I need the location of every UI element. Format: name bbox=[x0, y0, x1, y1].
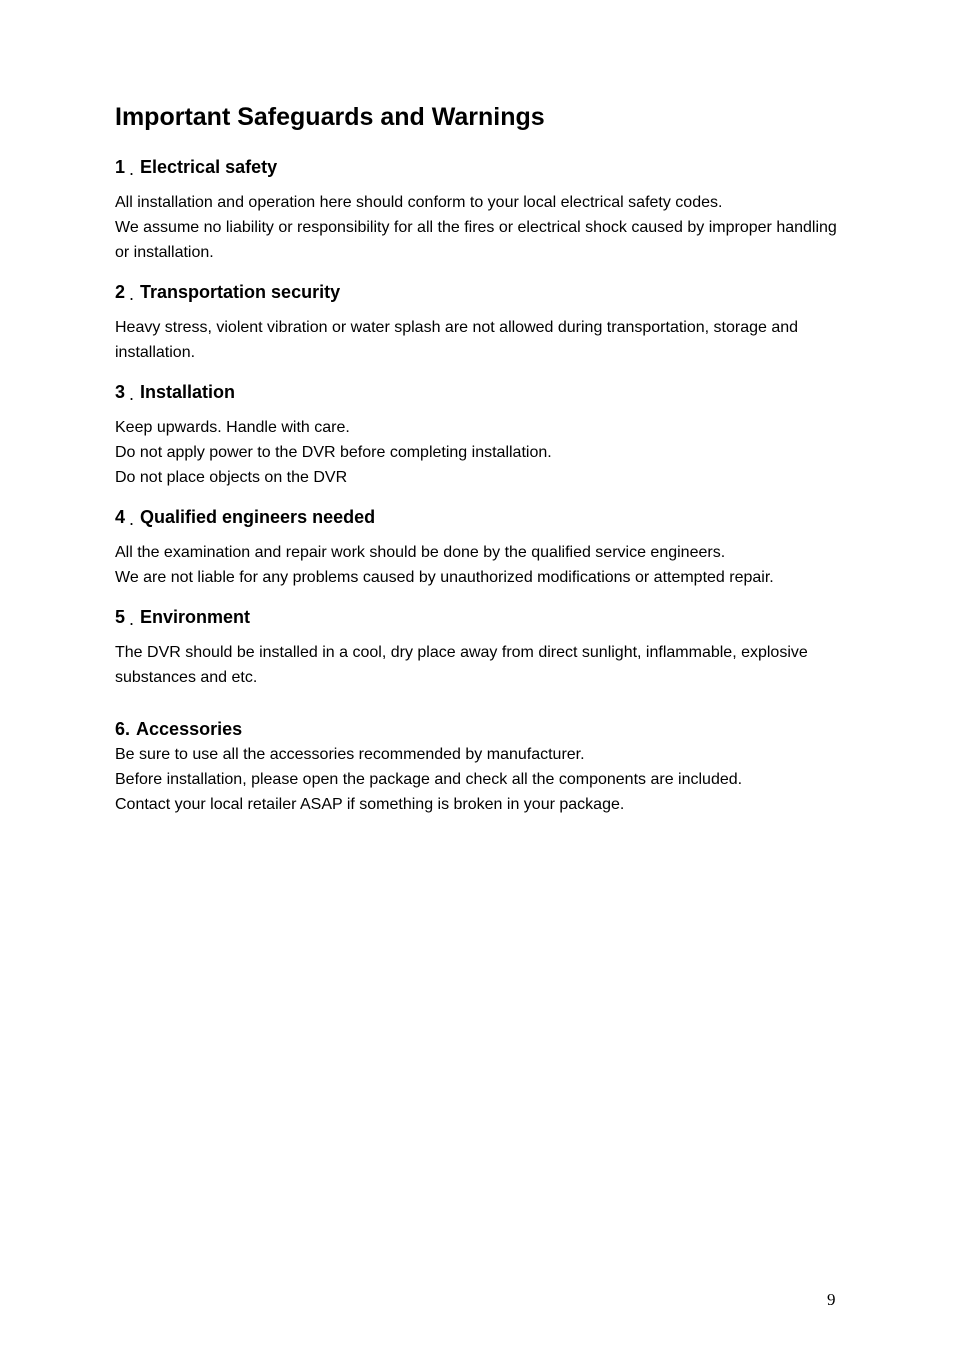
section-separator: . bbox=[129, 159, 135, 179]
body-line: We assume no liability or responsibility for all the fires or electrical shock caused by improper handling or installation. bbox=[115, 219, 837, 261]
section-number: 5 bbox=[115, 607, 126, 627]
section-separator: . bbox=[125, 719, 131, 739]
body-line: Do not apply power to the DVR before completing installation. bbox=[115, 444, 552, 461]
section-accessories bbox=[115, 716, 845, 817]
section-heading bbox=[115, 504, 845, 530]
section-heading bbox=[115, 379, 845, 405]
section-number: 4 bbox=[115, 507, 126, 527]
page-title: Important Safeguards and Warnings bbox=[115, 103, 545, 131]
section-transportation-security bbox=[115, 279, 845, 365]
section-title: Electrical safety bbox=[140, 157, 278, 177]
section-body bbox=[115, 190, 845, 265]
body-line: Keep upwards. Handle with care. bbox=[115, 419, 350, 436]
section-title: Environment bbox=[140, 607, 251, 627]
section-number: 3 bbox=[115, 382, 126, 402]
section-heading bbox=[115, 716, 845, 742]
section-electrical-safety bbox=[115, 154, 845, 265]
section-body bbox=[115, 315, 845, 365]
body-line: All installation and operation here should conform to your local electrical safety codes. bbox=[115, 194, 723, 211]
body-line: We are not liable for any problems caused by unauthorized modifications or attempted repair. bbox=[115, 569, 774, 586]
body-line: Be sure to use all the accessories recommended by manufacturer. bbox=[115, 746, 585, 763]
section-heading bbox=[115, 154, 845, 180]
section-qualified-engineers bbox=[115, 504, 845, 590]
body-line: Before installation, please open the package and check all the components are included. bbox=[115, 771, 743, 788]
body-line: Do not place objects on the DVR bbox=[115, 469, 348, 486]
section-title: Installation bbox=[140, 382, 236, 402]
section-separator: . bbox=[129, 509, 135, 529]
page-number: 9 bbox=[827, 1290, 836, 1309]
section-title: Qualified engineers needed bbox=[140, 507, 376, 527]
section-title: Transportation security bbox=[140, 282, 341, 302]
section-number: 1 bbox=[115, 157, 126, 177]
section-separator: . bbox=[129, 284, 135, 304]
section-body bbox=[115, 415, 845, 490]
section-separator: . bbox=[129, 609, 135, 629]
section-title: Accessories bbox=[136, 719, 243, 739]
section-environment bbox=[115, 604, 845, 690]
body-line: Contact your local retailer ASAP if something is broken in your package. bbox=[115, 796, 625, 813]
section-heading bbox=[115, 279, 845, 305]
section-number: 2 bbox=[115, 282, 126, 302]
body-line: All the examination and repair work should be done by the qualified service engineers. bbox=[115, 544, 726, 561]
section-heading bbox=[115, 604, 845, 630]
section-installation bbox=[115, 379, 845, 490]
body-line: Heavy stress, violent vibration or water splash are not allowed during transportation, storage and installation. bbox=[115, 319, 799, 361]
body-line: The DVR should be installed in a cool, dry place away from direct sunlight, inflammable, explosive substances and etc. bbox=[115, 644, 808, 686]
section-body bbox=[115, 540, 845, 590]
section-body bbox=[115, 742, 845, 817]
section-body bbox=[115, 640, 845, 690]
section-number: 6 bbox=[115, 719, 126, 739]
section-separator: . bbox=[129, 384, 135, 404]
